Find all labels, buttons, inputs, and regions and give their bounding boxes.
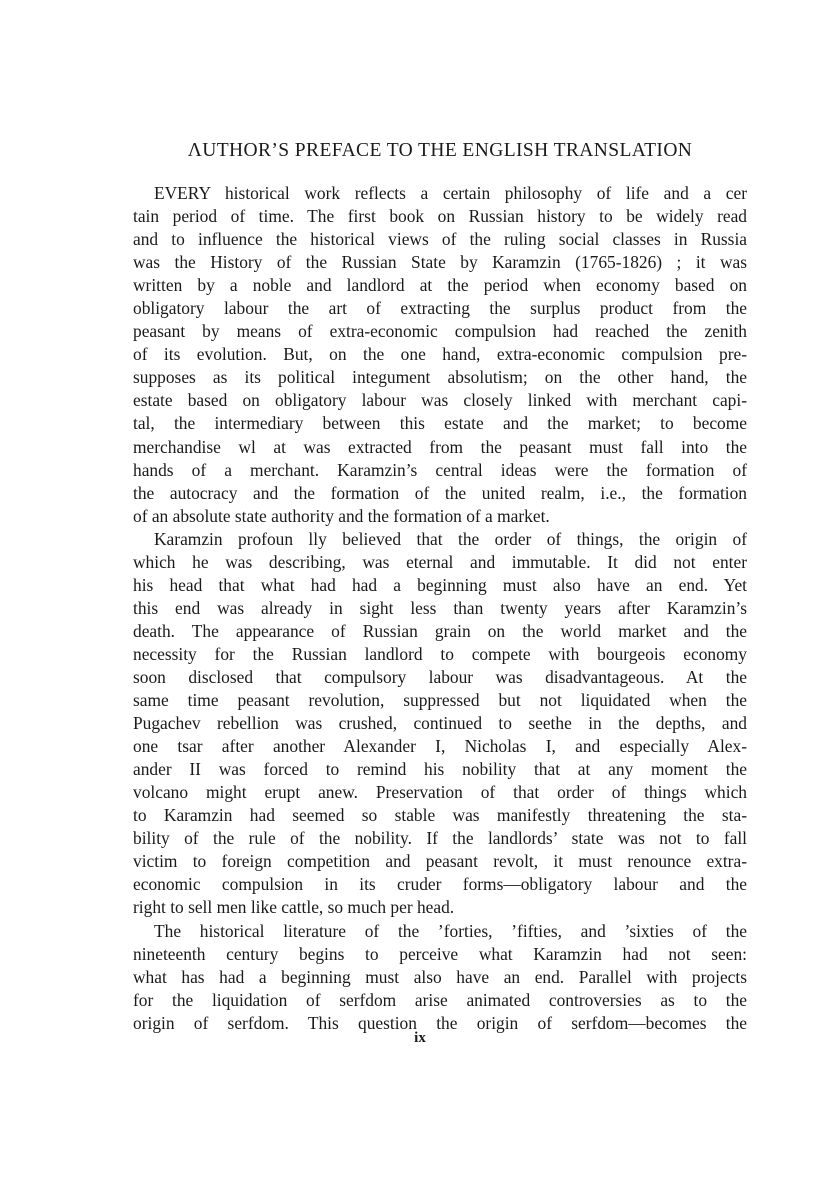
text-line: one tsar after another Alexander I, Nicholas I, and especially Alex- [133,736,747,757]
text-line: Karamzin profoun lly believed that the order of things, the origin of [154,528,747,549]
text-line: hands of a merchant. Karamzin’s central ideas were the formation of [133,459,747,480]
text-line: necessity for the Russian landlord to compete with bourgeois economy [133,643,747,664]
text-line: right to sell men like cattle, so much per head. [133,897,455,918]
text-line: EVERY historical work reflects a certain philosophy of life and a cer [154,183,747,203]
text-line: supposes as its political integument absolutism; on the other hand, the [133,367,747,388]
page-title: ΛUTHOR’S PREFACE TO THE ENGLISH TRANSLATION [187,140,693,161]
text-line: written by a noble and landlord at the period when economy based on [133,275,747,296]
text-line: Pugachev rebellion was crushed, continued to seethe in the depths, and [133,713,747,734]
text-line: tain period of time. The first book on Russian history to be widely read [133,206,747,227]
body-text [133,182,747,1035]
text-line: of its evolution. But, on the one hand, extra-economic compulsion pre- [133,344,747,365]
text-line: death. The appearance of Russian grain on the world market and the [133,620,747,641]
text-line: victim to foreign competition and peasant revolt, it must renounce extra- [133,851,747,872]
text-line: this end was already in sight less than twenty years after Karamzin’s [133,597,747,618]
text-line: estate based on obligatory labour was closely linked with merchant capi- [133,390,747,411]
text-line: origin of serfdom. This question the origin of serfdom—becomes the [133,1012,747,1033]
text-line: for the liquidation of serfdom arise animated controversies as to the [133,989,747,1010]
text-line: of an absolute state authority and the formation of a market. [133,505,550,526]
text-line: volcano might erupt anew. Preservation of that order of things which [133,782,747,803]
text-line: merchandise wl at was extracted from the peasant must fall into the [133,436,747,457]
text-line: ander II was forced to remind his nobility that at any moment the [133,759,747,780]
text-line: The historical literature of the ’forties, ’fifties, and ’sixties of the [154,920,747,941]
text-line: was the History of the Russian State by Karamzin (1765-1826) ; it was [133,252,747,273]
text-line: which he was describing, was eternal and immutable. It did not enter [133,551,747,572]
text-line: same time peasant revolution, suppressed but not liquidated when the [133,690,747,711]
text-line: his head that what had had a beginning must also have an end. Yet [133,574,747,595]
text-line: obligatory labour the art of extracting the surplus product from the [133,298,747,319]
page-number: ix [414,1030,426,1046]
text-line: and to influence the historical views of the ruling social classes in Russia [133,229,747,250]
text-line: the autocracy and the formation of the united realm, i.e., the formation [133,482,747,503]
text-line: economic compulsion in its cruder forms—obligatory labour and the [133,874,747,895]
text-line: bility of the rule of the nobility. If the landlords’ state was not to fall [133,828,747,849]
text-line: to Karamzin had seemed so stable was manifestly threatening the sta- [133,805,747,826]
text-line: soon disclosed that compulsory labour was disadvantageous. At the [133,666,747,687]
text-line: peasant by means of extra-economic compulsion had reached the zenith [133,321,747,342]
text-line: tal, the intermediary between this estate and the market; to become [133,413,747,434]
text-line: what has had a beginning must also have an end. Parallel with projects [133,966,747,987]
text-line: nineteenth century begins to perceive what Karamzin had not seen: [133,943,747,964]
